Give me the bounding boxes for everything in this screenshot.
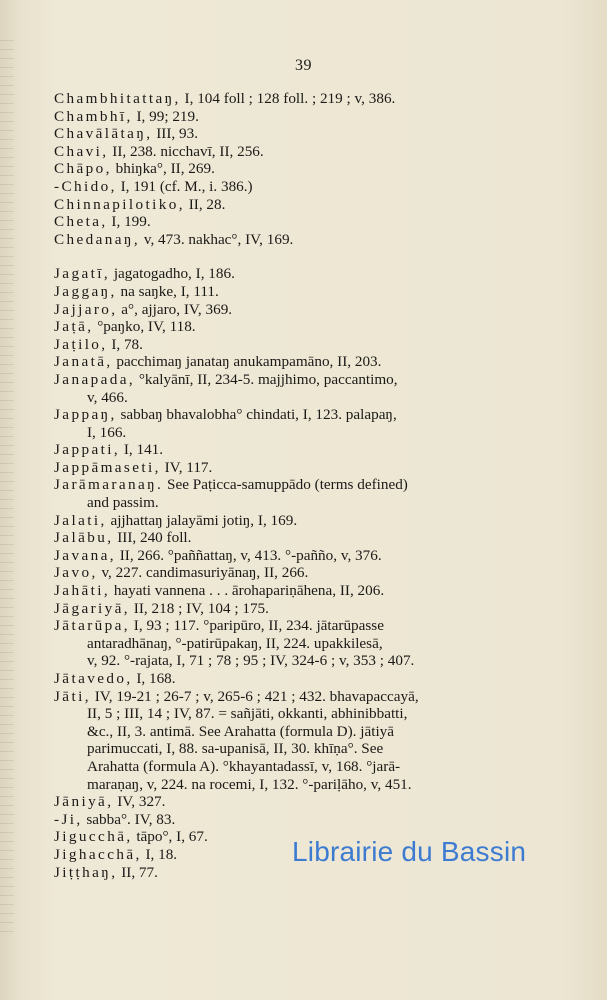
index-entry — [54, 512, 574, 530]
index-entry — [54, 318, 574, 336]
entry-headword: Chedanaŋ, — [54, 230, 141, 248]
entry-references: I, 199. — [107, 213, 151, 231]
index-entry — [54, 143, 574, 161]
index-entry — [54, 265, 574, 283]
entry-continuation: maraṇaŋ, v, 224. na rocemi, I, 132. °-pariḷāho, v, 451. — [87, 775, 412, 793]
entry-headword: Chambhī, — [54, 107, 133, 125]
entry-references: tāpo°, I, 67. — [132, 828, 208, 846]
entry-references: I, 78. — [107, 335, 143, 353]
entry-headword: Jalati, — [54, 511, 107, 529]
entry-references: °paŋko, IV, 118. — [93, 318, 196, 336]
entry-references: I, 168. — [132, 670, 176, 687]
entry-headword: Jāgariyā, — [54, 599, 130, 617]
index-entry — [54, 529, 574, 547]
group-separator — [54, 248, 574, 265]
entry-continuation: and passim. — [87, 494, 159, 512]
index-entry — [54, 564, 574, 582]
entry-headword: Jigucchā, — [54, 828, 133, 846]
entry-headword: Jarāmaranaŋ. — [54, 476, 164, 494]
entry-headword: Jaṭilo, — [54, 335, 108, 353]
entry-headword: Jātarūpa, — [54, 617, 130, 635]
entry-references: IV, 327. — [113, 793, 166, 811]
entry-references: I, 104 foll ; 128 foll. ; 219 ; v, 386. — [180, 90, 396, 107]
entry-references: I, 18. — [141, 845, 178, 863]
entry-references: a°, ajjaro, IV, 369. — [117, 300, 233, 318]
entry-references: v, 473. nakhac°, IV, 169. — [140, 230, 294, 248]
entry-references: II, 77. — [117, 863, 158, 881]
index-entry — [54, 793, 574, 811]
entry-headword: Jighacchā, — [54, 845, 142, 863]
index-entry — [54, 406, 574, 424]
index-entry — [54, 160, 574, 178]
index-entry — [54, 459, 574, 477]
index-entry — [54, 670, 574, 688]
entry-headword: Chambhitattaŋ, — [54, 90, 181, 107]
entry-headword: Jāti, — [54, 687, 91, 705]
index-entry — [54, 213, 574, 231]
entry-headword: Janapada, — [54, 370, 136, 388]
entry-group-ch — [54, 90, 574, 248]
entry-headword: -Ji, — [54, 810, 83, 828]
entry-headword: Jātavedo, — [54, 670, 133, 687]
index-entries — [54, 90, 574, 881]
entry-headword: Cheta, — [54, 213, 108, 231]
entry-references: pacchimaŋ janataŋ anukampamāno, II, 203. — [112, 353, 382, 371]
entry-references: III, 240 foll. — [113, 529, 192, 547]
index-entry — [54, 441, 574, 459]
index-entry — [54, 301, 574, 319]
entry-continuation: v, 466. — [87, 388, 128, 406]
entry-references: I, 191 (cf. M., i. 386.) — [116, 177, 253, 195]
entry-headword: Janatā, — [54, 353, 113, 371]
entry-references: IV, 19-21 ; 26-7 ; v, 265-6 ; 421 ; 432. bhavapaccayā, — [90, 687, 419, 705]
index-entry — [54, 547, 574, 565]
entry-references: II, 238. nicchavī, II, 256. — [108, 142, 264, 160]
entry-references: I, 93 ; 117. °paripūro, II, 234. jātarūpasse — [130, 617, 384, 635]
index-entry — [54, 336, 574, 354]
entry-continuation: antaradhānaŋ, °-patirūpakaŋ, II, 224. upakkilesā, — [87, 634, 383, 652]
index-entry — [54, 125, 574, 143]
entry-continuation: &c., II, 3. antimā. See Arahatta (formula D). jātiyā — [87, 722, 395, 740]
entry-references: sabba°. IV, 83. — [82, 810, 176, 828]
index-entry — [54, 231, 574, 249]
entry-references: III, 93. — [152, 125, 198, 143]
entry-continuation: parimuccati, I, 88. sa-upanisā, II, 30. khīṇa°. See — [87, 740, 384, 758]
entry-headword: Chāpo, — [54, 160, 112, 178]
index-entry — [54, 371, 574, 389]
entry-headword: Jappaŋ, — [54, 406, 117, 424]
entry-continuation: II, 5 ; III, 14 ; IV, 87. = sañjāti, okkanti, abhinibbatti, — [87, 705, 408, 723]
page-number: 39 — [295, 57, 312, 74]
index-entry — [54, 108, 574, 126]
index-entry — [54, 283, 574, 301]
entry-references: I, 141. — [120, 441, 164, 459]
entry-headword: Chavālātaŋ, — [54, 125, 153, 143]
entry-headword: Javana, — [54, 546, 116, 564]
entry-references: IV, 117. — [160, 458, 213, 476]
entry-references: ajjhattaŋ jalayāmi jotiŋ, I, 169. — [106, 511, 298, 529]
entry-headword: Jagatī, — [54, 265, 111, 283]
index-entry — [54, 688, 574, 706]
index-entry — [54, 600, 574, 618]
entry-headword: Jaggaŋ, — [54, 282, 117, 300]
entry-references: na saŋke, I, 111. — [116, 282, 219, 300]
entry-references: II, 218 ; IV, 104 ; 175. — [130, 599, 269, 617]
entry-headword: Chinnapilotiko, — [54, 195, 185, 213]
entry-references: jagatogadho, I, 186. — [110, 265, 235, 283]
entry-group-j — [54, 265, 574, 881]
entry-references: II, 266. °paññattaŋ, v, 413. °-pañño, v, 376. — [115, 546, 382, 564]
entry-continuation: Arahatta (formula A). °khayantadassī, v, 168. °jarā- — [87, 757, 401, 775]
entry-references: I, 99; 219. — [132, 107, 199, 125]
entry-continuation: v, 92. °-rajata, I, 71 ; 78 ; 95 ; IV, 324-6 ; v, 353 ; 407. — [87, 652, 415, 670]
entry-references: hayati vannena . . . ārohapariṇāhena, II, 206. — [110, 582, 385, 600]
entry-headword: Javo, — [54, 564, 98, 582]
entry-headword: Jalābu, — [54, 529, 114, 547]
index-entry — [54, 582, 574, 600]
watermark: Librairie du Bassin — [292, 836, 527, 867]
index-entry — [54, 196, 574, 214]
entry-headword: Jiṭṭhaŋ, — [54, 863, 118, 881]
entry-references: bhiŋka°, II, 269. — [111, 160, 215, 178]
entry-references: v, 227. candimasuriyānaŋ, II, 266. — [97, 564, 309, 582]
entry-references: II, 28. — [184, 195, 226, 213]
entry-headword: Jaṭā, — [54, 318, 94, 336]
entry-headword: Jappāmaseti, — [54, 458, 161, 476]
entry-headword: Jajjaro, — [54, 300, 118, 318]
index-entry — [54, 617, 574, 635]
index-entry — [54, 476, 574, 494]
index-entry — [54, 811, 574, 829]
entry-headword: Jahāti, — [54, 582, 111, 600]
entry-references: See Paṭicca-samuppādo (terms defined) — [163, 476, 408, 494]
entry-headword: Chavi, — [54, 142, 109, 160]
entry-headword: -Chido, — [54, 177, 117, 195]
index-entry — [54, 90, 574, 108]
entry-headword: Jappati, — [54, 441, 121, 459]
entry-references: sabbaŋ bhavalobha° chindati, I, 123. palapaŋ, — [116, 406, 397, 424]
entry-headword: Jāniyā, — [54, 793, 114, 811]
entry-continuation: I, 166. — [87, 423, 127, 441]
index-entry — [54, 353, 574, 371]
page-gutter — [0, 40, 14, 940]
index-entry — [54, 178, 574, 196]
entry-references: °kalyānī, II, 234-5. majjhimo, paccantimo, — [135, 370, 398, 388]
